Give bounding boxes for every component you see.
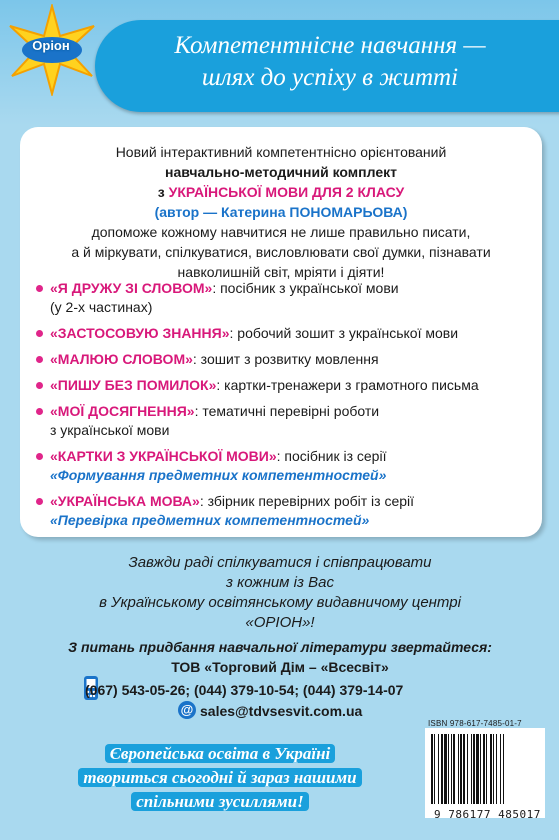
item-text: : робочий зошит з української мови [229, 325, 459, 341]
barcode [425, 728, 545, 818]
bullet-icon [36, 498, 43, 505]
contact-line: з кожним із Вас [226, 574, 334, 591]
item-series: «Перевірка предметних компетентностей» [50, 512, 370, 528]
list-item [36, 350, 536, 369]
distributor-name: ТОВ «Торговий Дім – «Всесвіт» [171, 659, 389, 675]
list-item [36, 279, 536, 317]
list-item [36, 447, 536, 485]
intro-line: навколишній світ, мріяти і діяти! [177, 264, 385, 280]
item-text: : тематичні перевірні роботи [194, 403, 380, 419]
slogan-line: Європейська освіта в Україні [105, 744, 336, 763]
purchase-info [40, 637, 520, 677]
contact-line: в Українському освітянському видавничому центрі [99, 594, 461, 611]
item-text-cont: (у 2-х частинах) [50, 299, 153, 315]
item-text: : зошит з розвитку мовлення [192, 351, 379, 367]
barcode-number: 9 786177 485017 [434, 808, 541, 821]
slogan-line: твориться сьогодні й зараз нашими [78, 768, 361, 787]
item-text: : картки-тренажери з грамотного письма [216, 377, 479, 393]
list-item [36, 324, 536, 343]
footer-slogan [40, 742, 400, 814]
item-text: : збірник перевірних робіт із серії [199, 493, 415, 509]
contact-line: Завжди раді спілкуватися і співпрацювати [128, 554, 432, 571]
item-title: «ЗАСТОСОВУЮ ЗНАННЯ» [50, 325, 230, 341]
purchase-line: З питань придбання навчальної літератури звертайтеся: [68, 639, 492, 655]
item-series: «Формування предметних компетентностей» [50, 467, 387, 483]
item-title: «МОЇ ДОСЯГНЕННЯ» [50, 403, 195, 419]
list-item [36, 492, 536, 530]
bullet-icon [36, 285, 43, 292]
intro-text [30, 142, 532, 282]
header-slogan-line2: шлях до успіху в житті [201, 64, 459, 91]
barcode-bars [425, 728, 545, 808]
contact-message [40, 553, 520, 633]
email-address[interactable]: sales@tdvsesvit.com.ua [200, 703, 363, 719]
email-icon: @ [178, 701, 196, 719]
item-text-cont: з української мови [50, 422, 170, 438]
item-text: : посібник з української мови [212, 280, 399, 296]
list-item [36, 376, 536, 395]
item-title: «МАЛЮЮ СЛОВОМ» [50, 351, 193, 367]
intro-line: навчально-методичний комплект [165, 164, 397, 180]
bullet-icon [36, 453, 43, 460]
item-title: «Я ДРУЖУ ЗІ СЛОВОМ» [50, 280, 213, 296]
product-list [36, 279, 536, 537]
slogan-line: спільними зусиллями! [131, 792, 308, 811]
intro-line-title: з УКРАЇНСЬКОЇ МОВИ ДЛЯ 2 КЛАСУ [157, 184, 405, 200]
contact-line: «ОРІОН»! [245, 614, 315, 631]
item-title: «КАРТКИ З УКРАЇНСЬКОЇ МОВИ» [50, 448, 277, 464]
intro-line: а й міркувати, спілкуватися, висловлювати свої думки, пізнавати [71, 244, 491, 260]
bullet-icon [36, 330, 43, 337]
list-item [36, 402, 536, 440]
header-slogan [120, 30, 540, 94]
item-title: «УКРАЇНСЬКА МОВА» [50, 493, 200, 509]
phone-numbers: (067) 543-05-26; (044) 379-10-54; (044) 379-14-07 [85, 682, 404, 698]
item-text: : посібник із серії [276, 448, 387, 464]
isbn-text: ISBN 978-617-7485-01-7 [428, 719, 522, 728]
item-title: «ПИШУ БЕЗ ПОМИЛОК» [50, 377, 217, 393]
header-slogan-line1: Компетентнісне навчання — [174, 32, 486, 59]
intro-line: Новий інтерактивний компетентнісно орієнтований [115, 144, 447, 160]
bullet-icon [36, 356, 43, 363]
bullet-icon [36, 408, 43, 415]
intro-line: допоможе кожному навчитися не лише правильно писати, [91, 224, 471, 240]
intro-subject: УКРАЇНСЬКОЇ МОВИ ДЛЯ 2 КЛАСУ [168, 184, 405, 200]
bullet-icon [36, 382, 43, 389]
logo-text: Оріон [32, 38, 70, 53]
intro-author: (автор — Катерина ПОНОМАРЬОВА) [154, 204, 408, 220]
